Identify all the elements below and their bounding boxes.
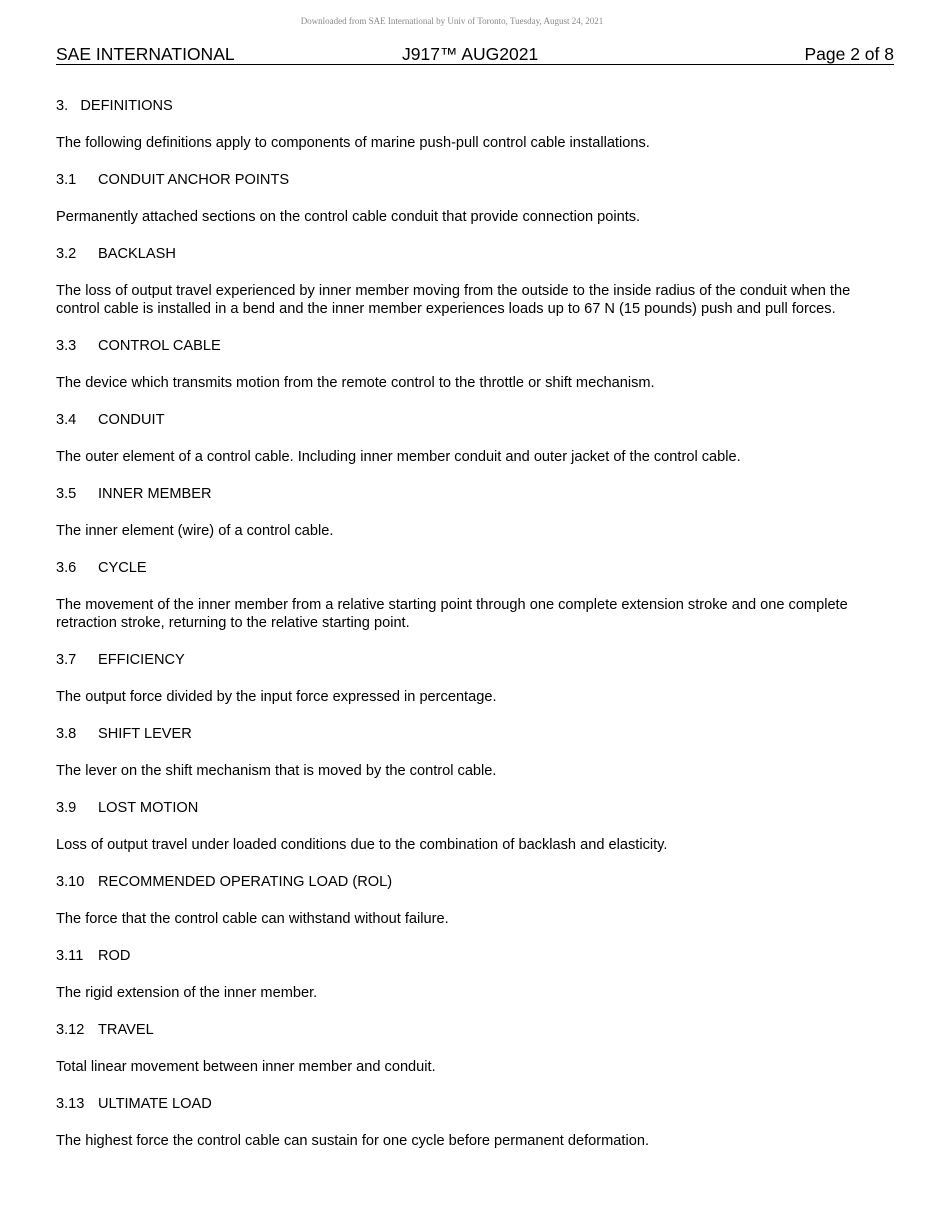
definition-number: 3.11 [56,948,84,964]
definition-heading [56,245,896,263]
definition-term: CONTROL CABLE [98,338,221,354]
definition-number: 3.4 [56,412,77,428]
definition-heading [56,559,896,577]
definition-number: 3.1 [56,172,77,188]
definition-heading [56,947,896,965]
definition-term: ROD [98,948,131,964]
definition-text: The outer element of a control cable. Including inner member conduit and outer jacket of the control cable. [56,449,741,465]
page-header [56,44,894,65]
definition-heading [56,171,896,189]
definition-text: The device which transmits motion from the remote control to the throttle or shift mechanism. [56,375,655,391]
definition-text: The force that the control cable can withstand without failure. [56,911,449,927]
definition-heading [56,651,896,669]
definition-number: 3.7 [56,652,77,668]
definition-text: The rigid extension of the inner member. [56,985,318,1001]
definition-term: INNER MEMBER [98,486,212,502]
definition-term: CYCLE [98,560,147,576]
download-watermark: Downloaded from SAE International by Univ of Toronto, Tuesday, August 24, 2021 [300,16,604,26]
header-doc-id: J917™ AUG2021 [402,44,539,64]
definition-text: Loss of output travel under loaded conditions due to the combination of backlash and elasticity. [56,837,668,853]
definition-text: The movement of the inner member from a relative starting point through one complete extension stroke and one complete retraction stroke, returning to the relative starting point. [56,597,848,631]
definition-term: EFFICIENCY [98,652,185,668]
definition-term: CONDUIT ANCHOR POINTS [98,172,290,188]
definition-number: 3.12 [56,1022,85,1038]
section-heading: 3. DEFINITIONS [56,98,173,114]
definition-term: LOST MOTION [98,800,199,816]
definition-number: 3.2 [56,246,77,262]
definition-heading [56,485,896,503]
definition-heading [56,1095,896,1113]
header-org: SAE INTERNATIONAL [56,44,235,64]
definition-term: CONDUIT [98,412,165,428]
definition-number: 3.13 [56,1096,85,1112]
definition-heading [56,337,896,355]
definition-number: 3.9 [56,800,77,816]
definition-heading [56,411,896,429]
definition-number: 3.3 [56,338,77,354]
definition-heading [56,799,896,817]
definition-text: Permanently attached sections on the control cable conduit that provide connection points. [56,209,641,225]
definition-number: 3.10 [56,874,85,890]
definition-heading [56,1021,896,1039]
definition-term: RECOMMENDED OPERATING LOAD (ROL) [98,874,393,890]
header-page-number: Page 2 of 8 [804,44,894,64]
definition-number: 3.8 [56,726,77,742]
definition-term: SHIFT LEVER [98,726,192,742]
definition-text: The inner element (wire) of a control cable. [56,523,334,539]
definition-text: The output force divided by the input force expressed in percentage. [56,689,497,705]
definition-number: 3.6 [56,560,77,576]
definition-text: The lever on the shift mechanism that is moved by the control cable. [56,763,497,779]
definition-text: Total linear movement between inner member and conduit. [56,1059,436,1075]
definition-heading [56,725,896,743]
definition-term: ULTIMATE LOAD [98,1096,212,1112]
definition-number: 3.5 [56,486,77,502]
definition-text: The loss of output travel experienced by inner member moving from the outside to the inside radius of the conduit when the control cable is installed in a bend and the inner member experiences loads up to 67 N (15 pounds) push and pull forces. [56,283,851,317]
definition-term: TRAVEL [98,1022,154,1038]
section-intro: The following definitions apply to components of marine push-pull control cable installations. [56,135,650,151]
definition-text: The highest force the control cable can sustain for one cycle before permanent deformation. [56,1133,650,1149]
definition-term: BACKLASH [98,246,176,262]
definition-heading [56,873,896,891]
document-body [56,97,896,1169]
